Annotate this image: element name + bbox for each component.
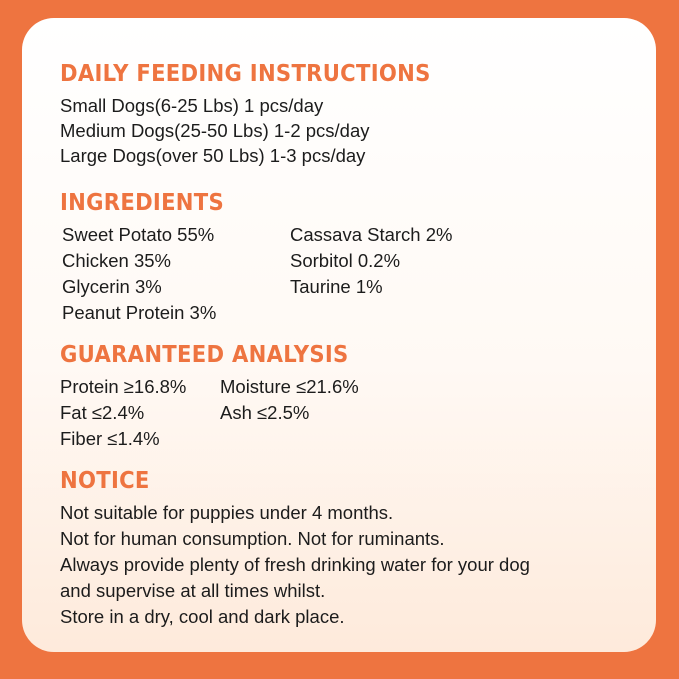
feeding-line: Small Dogs(6-25 Lbs) 1 pcs/day <box>60 95 324 116</box>
analysis-item: Protein ≥16.8% <box>60 376 187 397</box>
analysis-item: Moisture ≤21.6% <box>220 376 359 397</box>
notice-line: Not for human consumption. Not for ruminants. <box>60 528 445 549</box>
notice-line: Always provide plenty of fresh drinking water for your dog <box>60 554 530 575</box>
ingredient-item: Cassava Starch 2% <box>290 224 453 245</box>
analysis-item: Fiber ≤1.4% <box>60 428 160 449</box>
ingredient-item: Chicken 35% <box>62 250 172 271</box>
ingredient-item: Peanut Protein 3% <box>62 302 217 323</box>
notice-heading: NOTICE <box>60 468 150 494</box>
ingredient-item: Sorbitol 0.2% <box>290 250 401 271</box>
analysis-item: Fat ≤2.4% <box>60 402 145 423</box>
notice-line: and supervise at all times whilst. <box>60 580 326 601</box>
ingredient-item: Sweet Potato 55% <box>62 224 215 245</box>
analysis-item: Ash ≤2.5% <box>220 402 310 423</box>
analysis-heading: GUARANTEED ANALYSIS <box>60 342 349 368</box>
feeding-line: Medium Dogs(25-50 Lbs) 1-2 pcs/day <box>60 120 370 141</box>
info-card <box>22 18 656 652</box>
ingredient-item: Taurine 1% <box>290 276 383 297</box>
feeding-heading: DAILY FEEDING INSTRUCTIONS <box>60 61 431 87</box>
ingredients-heading: INGREDIENTS <box>60 190 225 216</box>
ingredient-item: Glycerin 3% <box>62 276 162 297</box>
notice-line: Store in a dry, cool and dark place. <box>60 606 345 627</box>
feeding-line: Large Dogs(over 50 Lbs) 1-3 pcs/day <box>60 145 366 166</box>
notice-line: Not suitable for puppies under 4 months. <box>60 502 394 523</box>
